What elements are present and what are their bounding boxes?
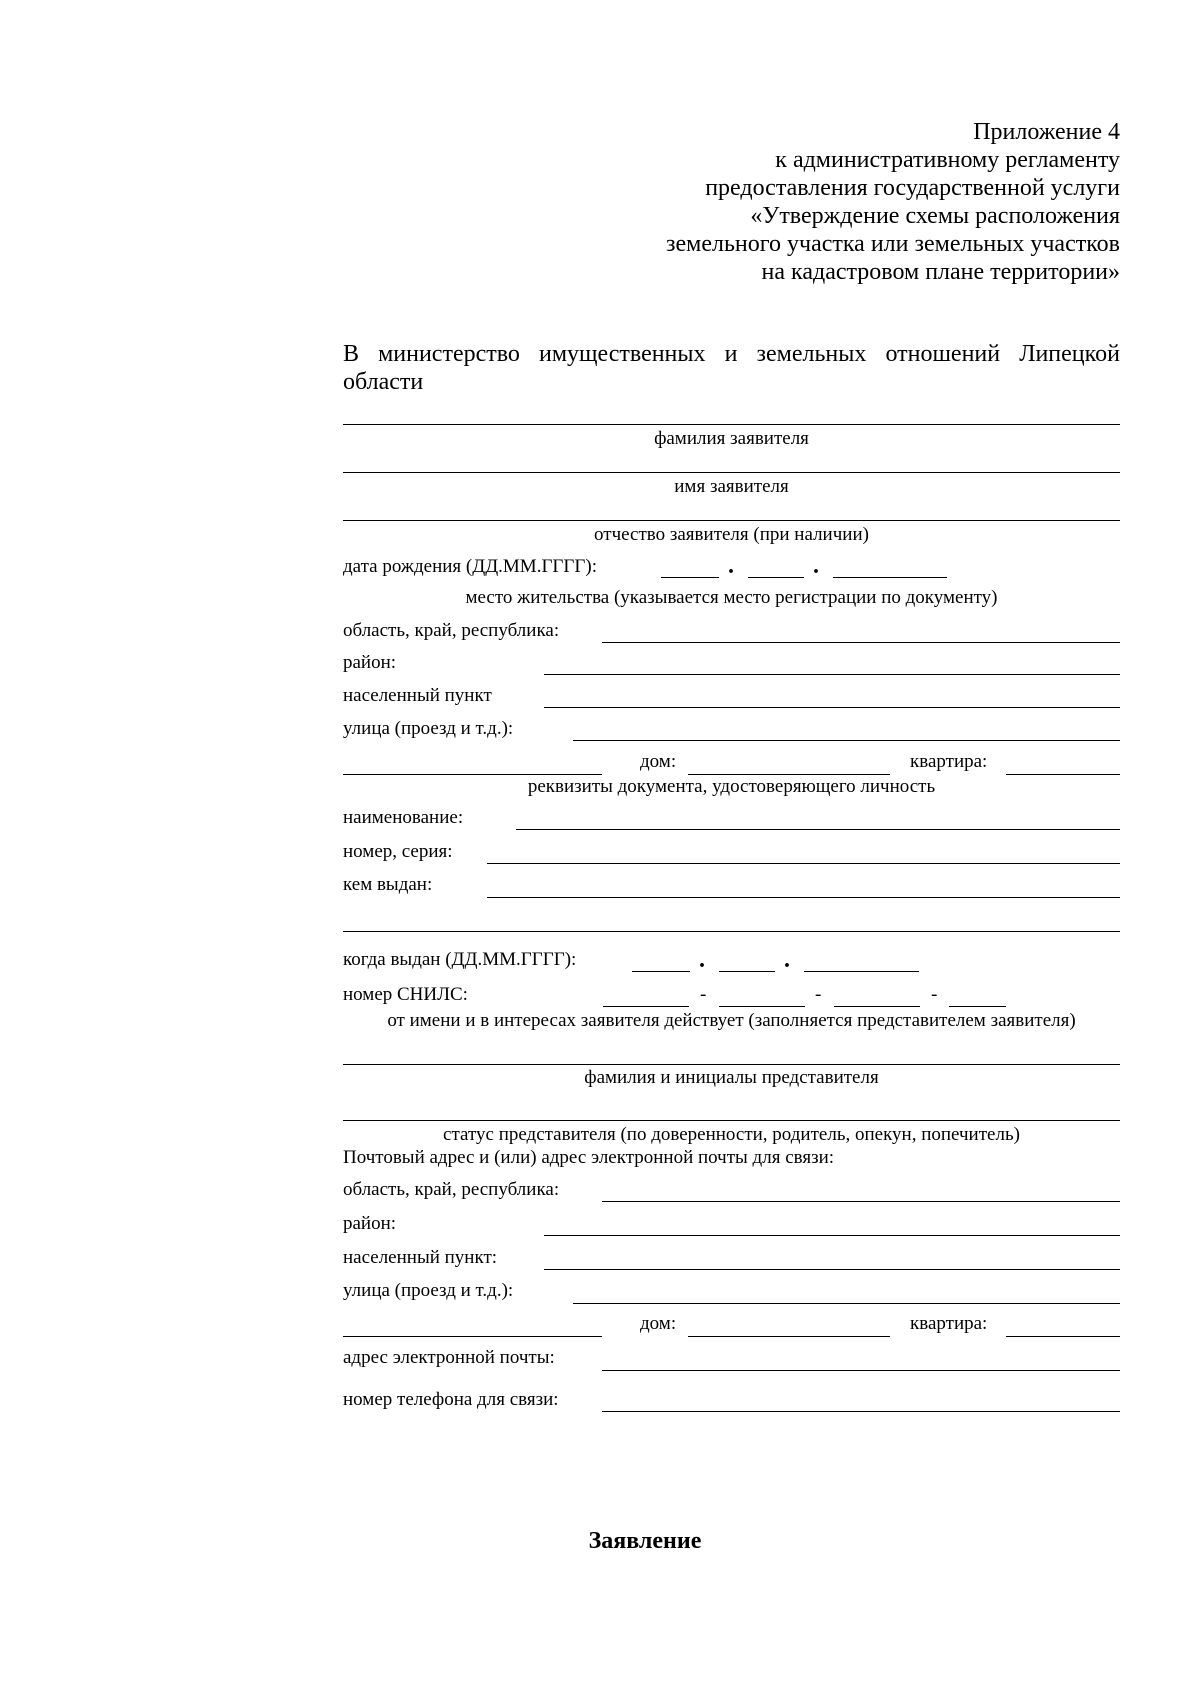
doc-number-label: номер, серия: — [343, 841, 453, 862]
issued-by-field[interactable] — [487, 875, 1120, 898]
issue-year-field[interactable] — [804, 949, 919, 972]
snils-separator: - — [931, 984, 938, 1005]
contact-house-label: дом: — [640, 1313, 677, 1334]
appendix-number: Приложение 4 — [973, 119, 1120, 145]
contact-region-field[interactable] — [602, 1179, 1120, 1202]
email-label: адрес электронной почты: — [343, 1347, 555, 1368]
contact-street-field[interactable] — [573, 1281, 1120, 1304]
doc-name-field[interactable] — [516, 807, 1120, 830]
contact-apartment-label: квартира: — [910, 1313, 988, 1334]
locality-field[interactable] — [544, 685, 1120, 708]
email-field[interactable] — [602, 1348, 1120, 1371]
recipient-block — [343, 340, 1120, 396]
recipient-word: имущественных — [538, 341, 706, 367]
contact-house-field[interactable] — [688, 1314, 890, 1337]
issue-date-label: когда выдан (ДД.ММ.ГГГГ): — [343, 949, 577, 970]
snils-part-3-field[interactable] — [834, 984, 920, 1007]
recipient-word: Липецкой — [1019, 341, 1120, 367]
appendix-line: «Утверждение схемы расположения — [750, 203, 1120, 229]
contact-apartment-field[interactable] — [1006, 1314, 1120, 1337]
issue-day-field[interactable] — [632, 949, 690, 972]
house-field[interactable] — [688, 752, 890, 775]
issued-by-continuation-field[interactable] — [343, 909, 1120, 932]
applicant-surname-field[interactable] — [343, 402, 1120, 425]
street-label: улица (проезд и т.д.): — [343, 718, 514, 739]
contact-street-continuation-field[interactable] — [343, 1314, 602, 1337]
snils-label: номер СНИЛС: — [343, 984, 468, 1005]
snils-part-4-field[interactable] — [949, 984, 1006, 1007]
residence-caption: место жительства (указывается место регистрации по документу) — [465, 587, 998, 608]
street-continuation-field[interactable] — [343, 752, 602, 775]
doc-number-field[interactable] — [487, 841, 1120, 864]
representative-name-field[interactable] — [343, 1042, 1120, 1065]
recipient-line-2: области — [343, 369, 424, 395]
birth-month-field[interactable] — [748, 555, 804, 578]
street-field[interactable] — [573, 718, 1120, 741]
applicant-patronymic-caption: отчество заявителя (при наличии) — [594, 524, 869, 545]
recipient-word: и — [724, 341, 738, 367]
contact-heading: Почтовый адрес и (или) адрес электронной почты для связи: — [343, 1147, 835, 1168]
appendix-line: на кадастровом плане территории» — [761, 259, 1120, 285]
applicant-patronymic-field[interactable] — [343, 498, 1120, 521]
district-field[interactable] — [544, 652, 1120, 675]
house-label: дом: — [640, 751, 677, 772]
applicant-name-caption: имя заявителя — [674, 476, 789, 497]
contact-locality-field[interactable] — [544, 1247, 1120, 1270]
apartment-label: квартира: — [910, 751, 988, 772]
phone-field[interactable] — [602, 1389, 1120, 1412]
birth-date-label: дата рождения (ДД.ММ.ГГГГ): — [343, 556, 597, 577]
recipient-word: отношений — [885, 341, 1001, 367]
statement-title: Заявление — [588, 1528, 702, 1554]
district-label: район: — [343, 652, 397, 673]
appendix-line: к административному регламенту — [775, 147, 1120, 173]
recipient-word: министерство — [378, 341, 520, 367]
apartment-field[interactable] — [1006, 752, 1120, 775]
contact-locality-label: населенный пункт: — [343, 1247, 498, 1268]
representative-status-caption: статус представителя (по доверенности, родитель, опекун, попечитель) — [443, 1124, 1020, 1145]
birth-day-field[interactable] — [661, 555, 719, 578]
issue-month-field[interactable] — [719, 949, 775, 972]
date-separator: . — [728, 553, 734, 579]
snils-separator: - — [815, 984, 822, 1005]
snils-part-2-field[interactable] — [719, 984, 805, 1007]
contact-district-field[interactable] — [544, 1213, 1120, 1236]
recipient-word: В — [343, 341, 360, 367]
representative-status-field[interactable] — [343, 1098, 1120, 1121]
contact-region-label: область, край, республика: — [343, 1179, 560, 1200]
contact-district-label: район: — [343, 1213, 397, 1234]
applicant-name-field[interactable] — [343, 450, 1120, 473]
region-label: область, край, республика: — [343, 620, 560, 641]
birth-year-field[interactable] — [833, 555, 947, 578]
date-separator: . — [784, 947, 790, 973]
issued-by-label: кем выдан: — [343, 874, 433, 895]
region-field[interactable] — [602, 620, 1120, 643]
contact-street-label: улица (проезд и т.д.): — [343, 1280, 514, 1301]
phone-label: номер телефона для связи: — [343, 1389, 559, 1410]
representative-caption: от имени и в интересах заявителя действует (заполняется представителем заявителя) — [387, 1010, 1076, 1031]
recipient-line-1 — [343, 340, 1120, 368]
appendix-line: предоставления государственной услуги — [705, 175, 1120, 201]
date-separator: . — [699, 947, 705, 973]
representative-name-caption: фамилия и инициалы представителя — [584, 1067, 879, 1088]
recipient-word: земельных — [756, 341, 867, 367]
applicant-surname-caption: фамилия заявителя — [654, 428, 809, 449]
date-separator: . — [813, 553, 819, 579]
snils-separator: - — [700, 984, 707, 1005]
identity-doc-caption: реквизиты документа, удостоверяющего личность — [527, 776, 936, 797]
appendix-line: земельного участка или земельных участков — [666, 231, 1120, 257]
locality-label: населенный пункт — [343, 685, 492, 706]
snils-part-1-field[interactable] — [603, 984, 689, 1007]
doc-name-label: наименование: — [343, 807, 464, 828]
